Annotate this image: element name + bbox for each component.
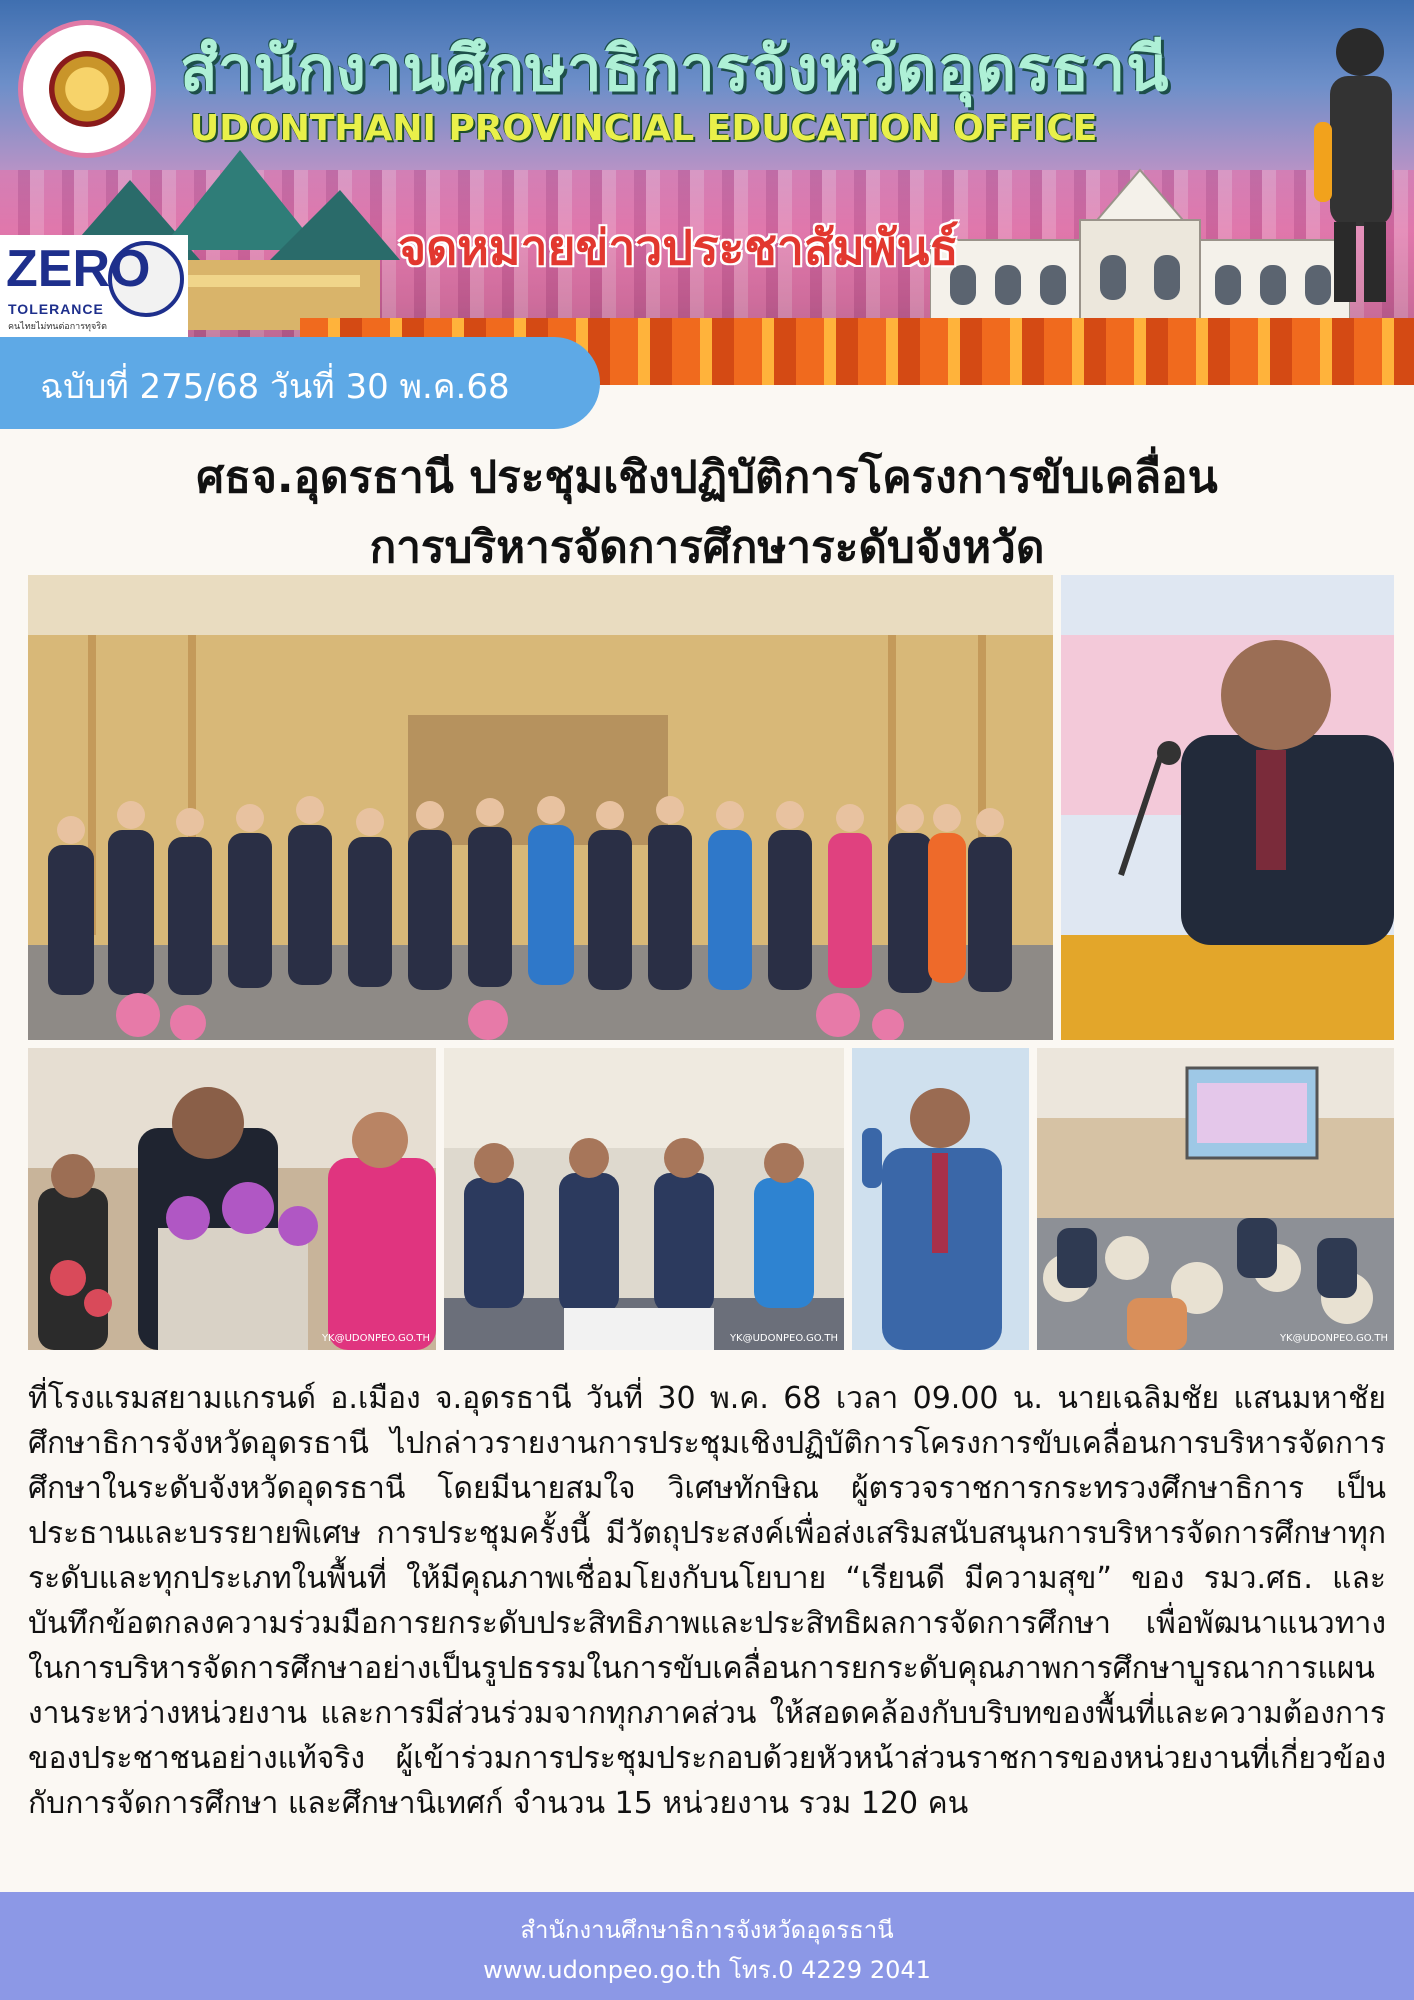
footer-org: สำนักงานศึกษาธิการจังหวัดอุดรธานี: [520, 1916, 894, 1944]
footer-contact: www.udonpeo.go.th โทร.0 4229 2041: [483, 1956, 931, 1984]
photo-watermark: YK@UDONPEO.GO.TH: [729, 1333, 838, 1344]
photo-watermark: YK@UDONPEO.GO.TH: [321, 1333, 430, 1344]
newsletter-title: จดหมายข่าวประชาสัมพันธ์: [398, 220, 959, 276]
photo-group: [28, 575, 1053, 1040]
zero-logo-sub: TOLERANCE: [8, 301, 104, 317]
issue-badge: [0, 337, 600, 429]
zero-logo-tagline: คนไทยไม่ทนต่อการทุจริต: [8, 322, 107, 332]
photo-meeting-room: [1037, 1048, 1394, 1350]
photo-watermark: YK@UDONPEO.GO.TH: [1279, 1333, 1388, 1344]
org-name-thai: สำนักงานศึกษาธิการจังหวัดอุดรธานี: [180, 32, 1170, 105]
photo-speaker: [1061, 575, 1394, 1040]
header-banner: [0, 0, 1414, 385]
article-body: ที่โรงแรมสยามแกรนด์ อ.เมือง จ.อุดรธานี วันที่ 30 พ.ค. 68 เวลา 09.00 น. นายเฉลิมชัย แสนมหาชัย ศึกษาธิการจังหวัดอุดรธานี ไปกล่าวรายงานการประชุมเชิงปฏิบัติการโครงการขับเคลื่อนการบริหารจัดการศึกษาในระดับจังหวัดอุดรธานี โดยมีนายสมใจ วิเศษทักษิณ ผู้ตรวจราชการกระทรวงศึกษาธิการ เป็นประธานและบรรยายพิเศษ การประชุมครั้งนี้ มีวัตถุประสงค์เพื่อส่งเสริมสนับสนุนการบริหารจัดการศึกษาทุกระดับและทุกประเภทในพื้นที่ ให้มีคุณภาพเชื่อมโยงกับนโยบาย “เรียนดี มีความสุข” ของ รมว.ศธ. และบันทึกข้อตกลงความร่วมมือการยกระดับประสิทธิภาพและประสิทธิผลการจัดการศึกษา เพื่อพัฒนาแนวทางในการบริหารจัดการศึกษาอย่างเป็นรูปธรรมในการขับเคลื่อนการยกระดับคุณภาพการศึกษาบูรณาการแผนงานระหว่างหน่วยงาน และการมีส่วนร่วมจากทุกภาคส่วน ให้สอดคล้องกับบริบทของพื้นที่และความต้องการของประชาชนอย่างแท้จริง ผู้เข้าร่วมการประชุมประกอบด้วยหัวหน้าส่วนราชการของหน่วยงานที่เกี่ยวข้องกับการจัดการศึกษา และศึกษานิเทศก์ จำนวน 15 หน่วยงาน รวม 120 คน: [28, 1381, 1386, 1821]
photo-seated-officials: [444, 1048, 844, 1350]
footer: [0, 1892, 1414, 2000]
photo-reporting: [28, 1048, 436, 1350]
monument-statue: [1300, 12, 1410, 312]
zero-tolerance-logo: [0, 235, 188, 337]
photo-presenter: [852, 1048, 1029, 1350]
office-seal-logo: [18, 20, 156, 158]
org-name-english: UDONTHANI PROVINCIAL EDUCATION OFFICE: [190, 108, 1098, 149]
headline-line-2: การบริหารจัดการศึกษาระดับจังหวัด: [369, 522, 1045, 573]
zero-logo-word: ZERO: [6, 240, 151, 298]
headline-line-1: ศธจ.อุดรธานี ประชุมเชิงปฏิบัติการโครงการขับเคลื่อน: [196, 452, 1218, 503]
issue-text: ฉบับที่ 275/68 วันที่ 30 พ.ค.68: [40, 367, 510, 407]
